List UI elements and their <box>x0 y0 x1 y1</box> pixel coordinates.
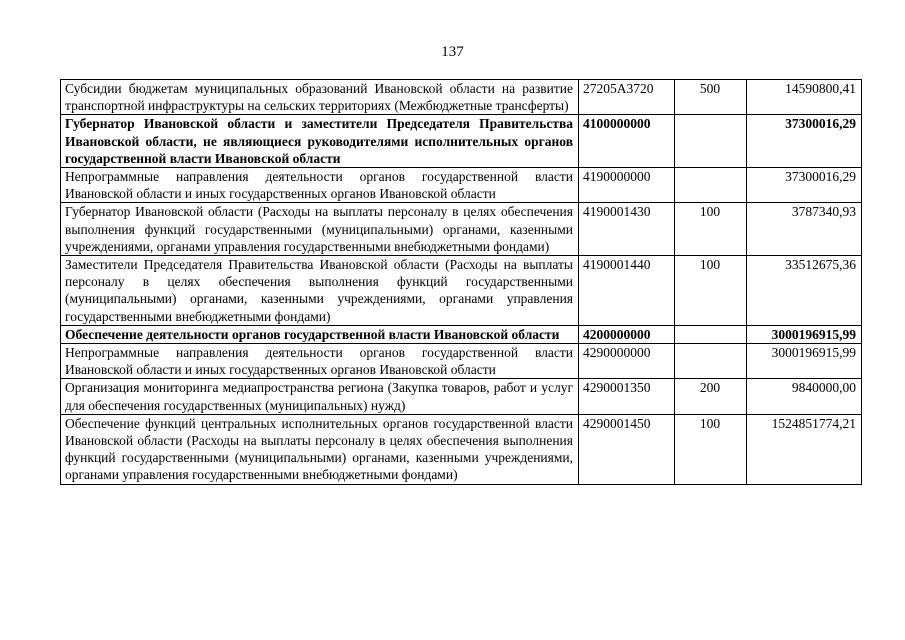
table-row <box>61 379 862 414</box>
row-target-code: 4290001450 <box>579 414 675 484</box>
row-expense-type <box>675 168 747 203</box>
row-amount: 14590800,41 <box>747 80 862 115</box>
budget-table <box>60 79 862 485</box>
table-row <box>61 344 862 379</box>
page-number: 137 <box>441 44 464 60</box>
table-row <box>61 115 862 168</box>
row-description: Обеспечение функций центральных исполнительных органов государственной власти Ивановской области (Расходы на выплаты персоналу в целях обеспечения выполнения функций государственными (муниципальными) органами, казенными учреждениями, органами управления государственными внебюджетными фондами) <box>61 414 579 484</box>
row-target-code: 4290001350 <box>579 379 675 414</box>
row-target-code: 4190001430 <box>579 203 675 256</box>
row-target-code: 4100000000 <box>579 115 675 168</box>
row-expense-type: 100 <box>675 414 747 484</box>
row-expense-type: 200 <box>675 379 747 414</box>
row-description: Непрограммные направления деятельности органов государственной власти Ивановской области и иных государственных органов Ивановской области <box>61 344 579 379</box>
row-description: Непрограммные направления деятельности органов государственной власти Ивановской области и иных государственных органов Ивановской области <box>61 168 579 203</box>
table-row <box>61 414 862 484</box>
row-amount: 3787340,93 <box>747 203 862 256</box>
row-amount: 37300016,29 <box>747 115 862 168</box>
row-amount: 3000196915,99 <box>747 325 862 343</box>
row-target-code: 4200000000 <box>579 325 675 343</box>
row-amount: 33512675,36 <box>747 256 862 326</box>
row-expense-type: 100 <box>675 256 747 326</box>
row-description: Заместители Председателя Правительства Ивановской области (Расходы на выплаты персоналу в целях обеспечения выполнения функций государственными (муниципальными) органами, казенными учреждениями, органами управления государственными внебюджетными фондами) <box>61 256 579 326</box>
table-row <box>61 256 862 326</box>
row-description: Организация мониторинга медиапространства региона (Закупка товаров, работ и услуг для обеспечения государственных (муниципальных) нужд) <box>61 379 579 414</box>
row-target-code: 4190000000 <box>579 168 675 203</box>
row-amount: 3000196915,99 <box>747 344 862 379</box>
row-expense-type <box>675 325 747 343</box>
row-amount: 9840000,00 <box>747 379 862 414</box>
row-description: Обеспечение деятельности органов государственной власти Ивановской области <box>61 325 579 343</box>
table-row <box>61 203 862 256</box>
row-amount: 37300016,29 <box>747 168 862 203</box>
row-amount: 1524851774,21 <box>747 414 862 484</box>
row-expense-type <box>675 344 747 379</box>
row-target-code: 4190001440 <box>579 256 675 326</box>
row-expense-type: 100 <box>675 203 747 256</box>
row-expense-type <box>675 115 747 168</box>
row-description: Губернатор Ивановской области и заместители Председателя Правительства Ивановской области, не являющиеся руководителями исполнительных органов государственной власти Ивановской области <box>61 115 579 168</box>
table-row <box>61 325 862 343</box>
row-description: Субсидии бюджетам муниципальных образований Ивановской области на развитие транспортной инфраструктуры на сельских территориях (Межбюджетные трансферты) <box>61 80 579 115</box>
row-target-code: 4290000000 <box>579 344 675 379</box>
row-description: Губернатор Ивановской области (Расходы на выплаты персоналу в целях обеспечения выполнения функций государственными (муниципальными) органами, казенными учреждениями, органами управления государственными внебюджетными фондами) <box>61 203 579 256</box>
row-expense-type: 500 <box>675 80 747 115</box>
row-target-code: 27205А3720 <box>579 80 675 115</box>
table-row <box>61 80 862 115</box>
table-row <box>61 168 862 203</box>
